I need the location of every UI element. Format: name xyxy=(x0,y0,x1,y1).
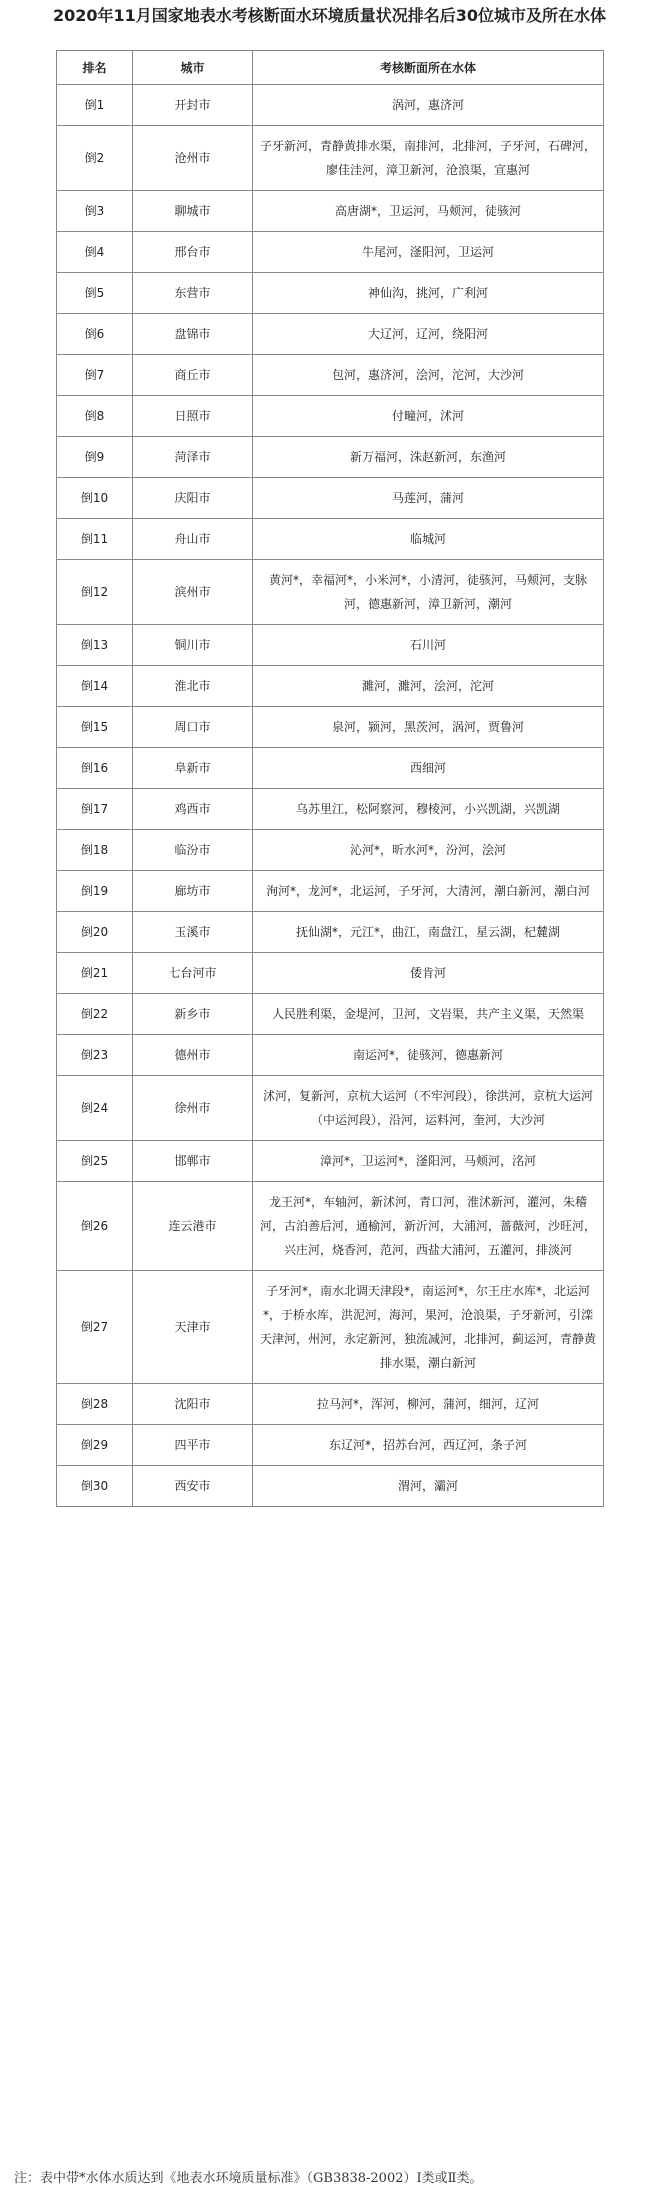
water-cell: 西细河 xyxy=(253,748,604,789)
table-row xyxy=(57,625,604,666)
table-row xyxy=(57,707,604,748)
rank-cell: 倒22 xyxy=(57,994,133,1035)
rank-cell: 倒9 xyxy=(57,437,133,478)
city-cell: 淮北市 xyxy=(133,666,253,707)
rank-cell: 倒17 xyxy=(57,789,133,830)
city-cell: 开封市 xyxy=(133,85,253,126)
rank-cell: 倒29 xyxy=(57,1425,133,1466)
table-row xyxy=(57,1035,604,1076)
table-row xyxy=(57,1271,604,1384)
rank-cell: 倒23 xyxy=(57,1035,133,1076)
rank-cell: 倒8 xyxy=(57,396,133,437)
rank-cell: 倒16 xyxy=(57,748,133,789)
table-row xyxy=(57,314,604,355)
page-title: 2020年11月国家地表水考核断面水环境质量状况排名后30位城市及所在水体 xyxy=(52,6,607,25)
rank-cell: 倒25 xyxy=(57,1141,133,1182)
city-cell: 阜新市 xyxy=(133,748,253,789)
city-cell: 邯郸市 xyxy=(133,1141,253,1182)
rank-cell: 倒12 xyxy=(57,560,133,625)
rank-cell: 倒18 xyxy=(57,830,133,871)
water-cell: 抚仙湖*，元江*，曲江，南盘江，星云湖，杞麓湖 xyxy=(253,912,604,953)
rank-cell: 倒24 xyxy=(57,1076,133,1141)
table-row xyxy=(57,748,604,789)
rank-cell: 倒10 xyxy=(57,478,133,519)
city-cell: 舟山市 xyxy=(133,519,253,560)
city-cell: 玉溪市 xyxy=(133,912,253,953)
city-cell: 鸡西市 xyxy=(133,789,253,830)
water-cell: 临城河 xyxy=(253,519,604,560)
table-row xyxy=(57,953,604,994)
water-cell: 沁河*，昕水河*，汾河，浍河 xyxy=(253,830,604,871)
rank-cell: 倒27 xyxy=(57,1271,133,1384)
rank-cell: 倒26 xyxy=(57,1182,133,1271)
table-row xyxy=(57,519,604,560)
water-cell: 南运河*，徒骇河，德惠新河 xyxy=(253,1035,604,1076)
water-cell: 大辽河，辽河，绕阳河 xyxy=(253,314,604,355)
water-cell: 包河，惠济河，浍河，沱河，大沙河 xyxy=(253,355,604,396)
header-rank: 排名 xyxy=(57,51,133,85)
city-cell: 日照市 xyxy=(133,396,253,437)
rank-cell: 倒21 xyxy=(57,953,133,994)
water-cell: 泉河，颍河，黑茨河，涡河，贾鲁河 xyxy=(253,707,604,748)
header-city: 城市 xyxy=(133,51,253,85)
rank-cell: 倒15 xyxy=(57,707,133,748)
water-cell: 沭河，复新河，京杭大运河（不牢河段），徐洪河，京杭大运河（中运河段），沿河，运料河，奎河，大沙河 xyxy=(253,1076,604,1141)
city-cell: 四平市 xyxy=(133,1425,253,1466)
rank-cell: 倒1 xyxy=(57,85,133,126)
water-cell: 付疃河，沭河 xyxy=(253,396,604,437)
city-cell: 七台河市 xyxy=(133,953,253,994)
table-row xyxy=(57,126,604,191)
table-row xyxy=(57,191,604,232)
water-cell: 高唐湖*，卫运河，马颊河，徒骇河 xyxy=(253,191,604,232)
city-cell: 德州市 xyxy=(133,1035,253,1076)
water-cell: 倭肯河 xyxy=(253,953,604,994)
city-cell: 连云港市 xyxy=(133,1182,253,1271)
rank-cell: 倒20 xyxy=(57,912,133,953)
table-row xyxy=(57,355,604,396)
city-cell: 沈阳市 xyxy=(133,1384,253,1425)
city-cell: 新乡市 xyxy=(133,994,253,1035)
water-cell: 涡河，惠济河 xyxy=(253,85,604,126)
rank-cell: 倒6 xyxy=(57,314,133,355)
water-cell: 黄河*，幸福河*，小米河*，小清河，徒骇河，马颊河，支脉河，德惠新河，漳卫新河，潮河 xyxy=(253,560,604,625)
water-cell: 新万福河，洙赵新河，东渔河 xyxy=(253,437,604,478)
rank-cell: 倒4 xyxy=(57,232,133,273)
city-cell: 铜川市 xyxy=(133,625,253,666)
water-cell: 神仙沟，挑河，广利河 xyxy=(253,273,604,314)
water-cell: 石川河 xyxy=(253,625,604,666)
rank-cell: 倒30 xyxy=(57,1466,133,1507)
table-row xyxy=(57,1076,604,1141)
rank-cell: 倒5 xyxy=(57,273,133,314)
water-cell: 龙王河*，车轴河，新沭河，青口河，淮沭新河，灌河，朱稽河，古泊善后河，通榆河，新沂河，大浦河，蔷薇河，沙旺河，兴庄河，烧香河，范河，西盐大浦河，五灌河，排淡河 xyxy=(253,1182,604,1271)
footnote: 注：表中带*水体水质达到《地表水环境质量标准》（GB3838-2002）Ⅰ类或Ⅱ类。 xyxy=(14,2171,483,2186)
table-header-row xyxy=(57,51,604,85)
rank-cell: 倒11 xyxy=(57,519,133,560)
city-cell: 西安市 xyxy=(133,1466,253,1507)
city-cell: 邢台市 xyxy=(133,232,253,273)
table-row xyxy=(57,85,604,126)
table-row xyxy=(57,1182,604,1271)
water-cell: 马莲河，蒲河 xyxy=(253,478,604,519)
table-row xyxy=(57,478,604,519)
rank-cell: 倒14 xyxy=(57,666,133,707)
city-cell: 盘锦市 xyxy=(133,314,253,355)
rank-cell: 倒13 xyxy=(57,625,133,666)
header-water: 考核断面所在水体 xyxy=(253,51,604,85)
city-cell: 天津市 xyxy=(133,1271,253,1384)
city-cell: 庆阳市 xyxy=(133,478,253,519)
water-cell: 东辽河*，招苏台河，西辽河，条子河 xyxy=(253,1425,604,1466)
table-row xyxy=(57,666,604,707)
rank-cell: 倒2 xyxy=(57,126,133,191)
water-cell: 乌苏里江，松阿察河，穆棱河，小兴凯湖，兴凯湖 xyxy=(253,789,604,830)
table-row xyxy=(57,396,604,437)
city-cell: 廊坊市 xyxy=(133,871,253,912)
city-cell: 聊城市 xyxy=(133,191,253,232)
table-row xyxy=(57,560,604,625)
table-row xyxy=(57,871,604,912)
water-cell: 拉马河*，浑河，柳河，蒲河，细河，辽河 xyxy=(253,1384,604,1425)
city-cell: 东营市 xyxy=(133,273,253,314)
table-row xyxy=(57,789,604,830)
table-row xyxy=(57,830,604,871)
city-cell: 临汾市 xyxy=(133,830,253,871)
table-row xyxy=(57,994,604,1035)
table-row xyxy=(57,1384,604,1425)
ranking-table xyxy=(56,50,604,1507)
water-cell: 漳河*，卫运河*，滏阳河，马颊河，洺河 xyxy=(253,1141,604,1182)
rank-cell: 倒28 xyxy=(57,1384,133,1425)
city-cell: 沧州市 xyxy=(133,126,253,191)
table-row xyxy=(57,1466,604,1507)
rank-cell: 倒3 xyxy=(57,191,133,232)
city-cell: 周口市 xyxy=(133,707,253,748)
city-cell: 滨州市 xyxy=(133,560,253,625)
water-cell: 洵河*，龙河*，北运河，子牙河，大清河，潮白新河，潮白河 xyxy=(253,871,604,912)
city-cell: 菏泽市 xyxy=(133,437,253,478)
table-row xyxy=(57,1141,604,1182)
water-cell: 渭河，灞河 xyxy=(253,1466,604,1507)
rank-cell: 倒7 xyxy=(57,355,133,396)
table-row xyxy=(57,273,604,314)
table-row xyxy=(57,232,604,273)
water-cell: 人民胜利渠，金堤河，卫河，文岩渠，共产主义渠，天然渠 xyxy=(253,994,604,1035)
table-row xyxy=(57,1425,604,1466)
water-cell: 牛尾河，滏阳河，卫运河 xyxy=(253,232,604,273)
water-cell: 子牙新河，青静黄排水渠，南排河，北排河，子牙河，石碑河，廖佳洼河，漳卫新河，沧浪渠，宣惠河 xyxy=(253,126,604,191)
rank-cell: 倒19 xyxy=(57,871,133,912)
table-row xyxy=(57,437,604,478)
city-cell: 商丘市 xyxy=(133,355,253,396)
city-cell: 徐州市 xyxy=(133,1076,253,1141)
water-cell: 濉河，濉河，浍河，沱河 xyxy=(253,666,604,707)
table-row xyxy=(57,912,604,953)
water-cell: 子牙河*，南水北调天津段*，南运河*，尔王庄水库*，北运河*，于桥水库，洪泥河，海河，果河，沧浪渠，子牙新河，引滦天津河，州河，永定新河，独流减河，北排河，蓟运河，青静黄排水渠，潮白新河 xyxy=(253,1271,604,1384)
